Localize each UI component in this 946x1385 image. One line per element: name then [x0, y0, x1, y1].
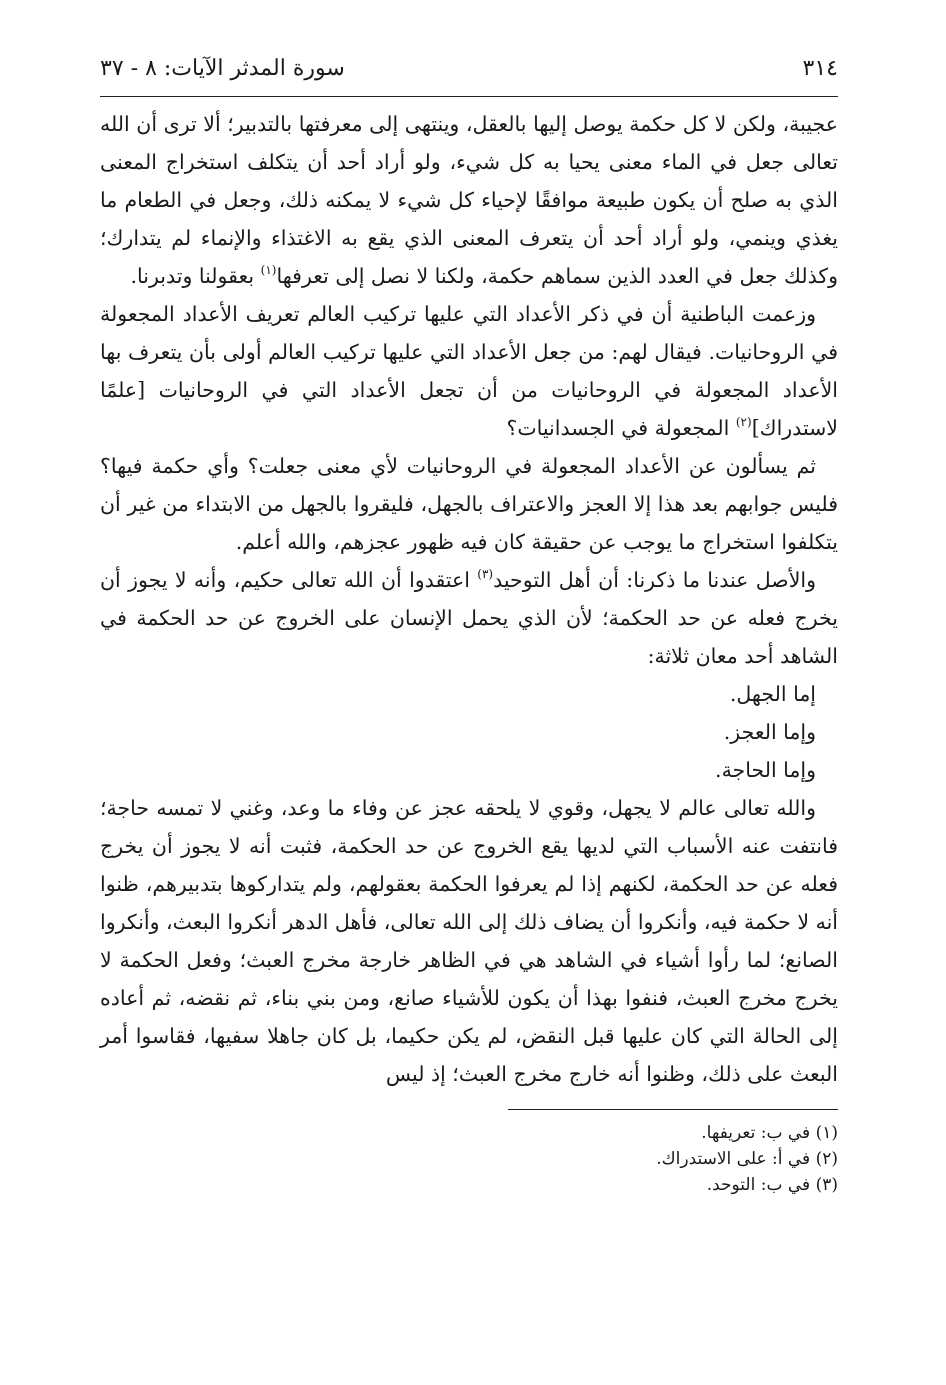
- list-item: إما الجهل.: [729, 682, 816, 706]
- footnote-ref-1: (١): [260, 263, 277, 277]
- footnote-2: (٢) في أ: على الاستدراك.: [656, 1149, 838, 1169]
- paragraph-4: والأصل عندنا ما ذكرنا: أن أهل التوحيد$^{(٣)}$ اعتقدوا أن الله تعالى حكيم، وأنه لا يجوز أن يخرج فعله عن حد الحكمة؛ لأن الذي يحمل الإنسان على الخروج عن حد الحكمة في الشاهد أحد معان ثلاثة:: [100, 567, 838, 668]
- footnote-rule: [508, 1109, 838, 1110]
- paragraph-5: والله تعالى عالم لا يجهل، وقوي لا يلحقه عجز عن وفاء ما وعد، وغني لا تمسه حاجة؛ فانتفت عنه الأسباب التي لديها يقع الخروج عن حد الحكمة، فثبت أنه لا يجوز أن يخرج فعله عن حد الحكمة، لكنهم إذا لم يعرفوا الحكمة بعقولهم، ولم يتداركوها بتدبيرهم، ظنوا أنه لا حكمة فيه، وأنكروا أن يضاف ذلك إلى الله تعالى، فأهل الدهر أنكروا البعث، وأنكروا الصانع؛ لما رأوا أشياء في الشاهد هي في الظاهر خارجة مخرج العبث؛ وفعل الحكمة لا يخرج مخرج العبث، فنفوا بهذا أن يكون للأشياء صانع، ومن بني بناء، ثم نقضه، ثم أعاده إلى الحالة التي كان عليها قبل النقض، لم يكن حكيما، بل كان جاهلا سفيها، فقاسوا أمر البعث على ذلك، وظنوا أنه خارج مخرج العبث؛ إذ ليس: [100, 796, 838, 1086]
- page-number: ٣١٤: [802, 56, 838, 81]
- running-header: [100, 52, 838, 92]
- paragraph-2: وزعمت الباطنية أن في ذكر الأعداد التي عليها تركيب العالم تعريف الأعداد المجعولة في الروحانيات. فيقال لهم: من جعل الأعداد التي عليها تركيب العالم أولى بأن يتعرف بها الأعداد المجعولة في الروحانيات من أن تجعل الأعداد التي في الروحانيات [علمًا لاستدراك]$^{(٢)}$ المجعولة في الجسدانيات؟: [100, 302, 838, 440]
- footnote-3: (٣) في ب: التوحد.: [706, 1175, 838, 1195]
- list-item: وإما العجز.: [723, 720, 816, 744]
- main-text: [100, 105, 838, 1093]
- book-page: [100, 52, 838, 1198]
- footnote-1: (١) في ب: تعريفها.: [701, 1123, 838, 1143]
- running-title: سورة المدثر الآيات: ٨ - ٣٧: [100, 56, 345, 81]
- footnote-ref-3: (٣): [477, 567, 494, 581]
- footnote-ref-2: (٢): [735, 415, 752, 429]
- header-rule: [100, 96, 838, 97]
- paragraph-1: عجيبة، ولكن لا كل حكمة يوصل إليها بالعقل، وينتهى إلى معرفتها بالتدبير؛ ألا ترى أن الله تعالى جعل في الماء معنى يحيا به كل شيء، ولو أراد أحد أن يتكلف استخراج المعنى الذي به صلح أن يكون طبيعة موافقًا لإحياء كل شيء لا يمكنه ذلك، وجعل في الطعام ما يغذي وينمي، ولو أراد أحد أن يتعرف المعنى الذي يقع به الاغتذاء والإنماء لم يتدارك؛ وكذلك جعل في العدد الذين سماهم حكمة، ولكنا لا نصل إلى تعرفها$^{(١)}$ بعقولنا وتدبرنا.: [100, 112, 838, 288]
- footnotes: [100, 1120, 838, 1198]
- paragraph-3: ثم يسألون عن الأعداد المجعولة في الروحانيات لأي معنى جعلت؟ وأي حكمة فيها؟ فليس جوابهم بعد هذا إلا العجز والاعتراف بالجهل، فليقروا بالجهل من الابتداء من غير أن يتكلفوا استخراج ما يوجب عن حقيقة كان فيه ظهور عجزهم، والله أعلم.: [100, 454, 838, 554]
- list-item: وإما الحاجة.: [715, 758, 816, 782]
